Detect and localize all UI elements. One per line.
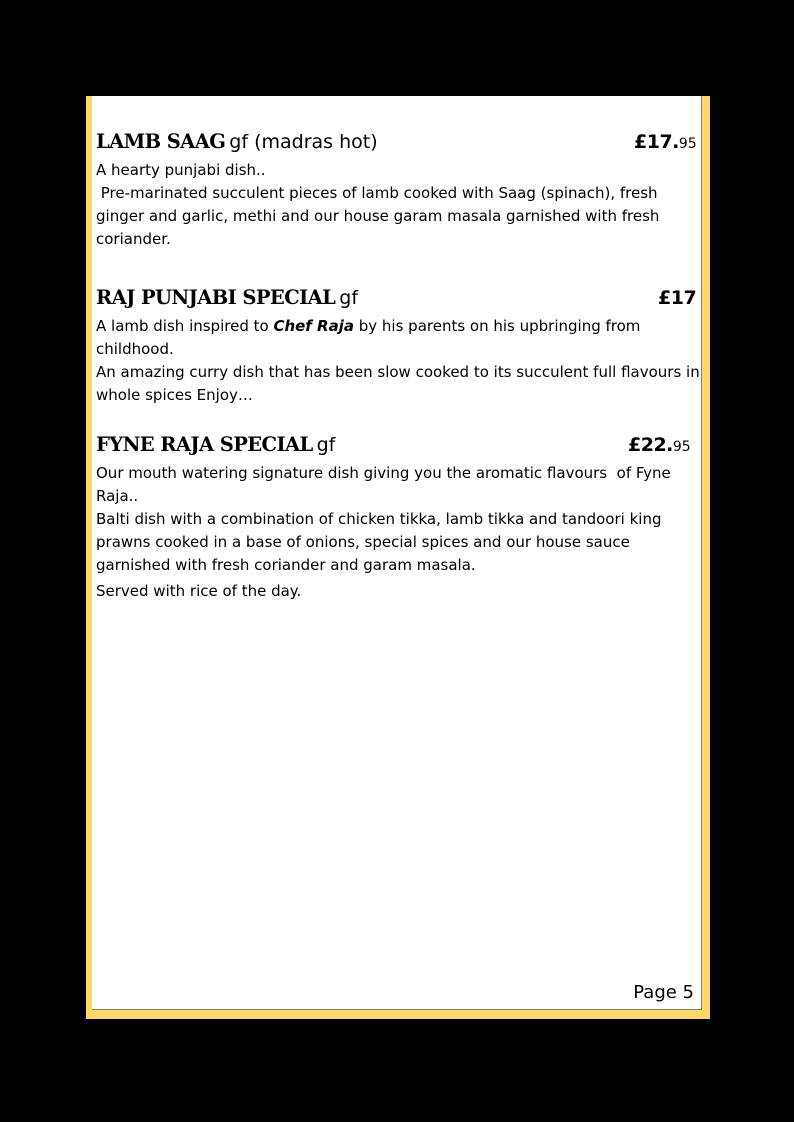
price-pence: 95 (678, 136, 697, 152)
intro-text: by his parents on his upbringing from (353, 317, 641, 335)
menu-item-raj-punjabi-special (96, 283, 700, 407)
intro-text: A lamb dish inspired to (96, 317, 274, 335)
dish-description-line: Pre-marinated succulent pieces of lamb cooked with Saag (spinach), fresh (96, 184, 658, 202)
dish-name: LAMB SAAG (96, 130, 226, 153)
dish-title-row (96, 283, 700, 313)
dish-description-line: An amazing curry dish that has been slow cooked to its succulent full flavours in (96, 363, 700, 381)
served-with-note: Served with rice of the day. (96, 582, 302, 600)
dish-tag: gf (madras hot) (229, 131, 378, 153)
dish-title-row (96, 127, 700, 157)
dish-description-line: prawns cooked in a base of onions, special spices and our house sauce (96, 533, 630, 551)
dish-description-line: Balti dish with a combination of chicken tikka, lamb tikka and tandoori king (96, 510, 662, 528)
price-main: £22. (628, 434, 673, 456)
price-main: £17 (658, 287, 697, 309)
dish-description-line: ginger and garlic, methi and our house garam masala garnished with fresh (96, 207, 660, 225)
dish-name: FYNE RAJA SPECIAL (96, 433, 313, 456)
price-main: £17. (634, 131, 679, 153)
dish-name: RAJ PUNJABI SPECIAL (96, 286, 336, 309)
dish-price (628, 430, 691, 462)
dish-description-line: Our mouth watering signature dish giving you the aromatic flavours of Fyne (96, 464, 671, 482)
chef-name: Chef Raja (273, 317, 354, 335)
dish-description-line: garnished with fresh coriander and garam masala. (96, 556, 476, 574)
dish-description-line: Raja.. (96, 487, 139, 505)
dish-tag: gf (339, 287, 359, 309)
dish-title-row (96, 430, 700, 460)
menu-item-fyne-raja-special (96, 430, 700, 603)
dish-description-line: A hearty punjabi dish.. (96, 161, 266, 179)
menu-item-lamb-saag (96, 127, 700, 251)
page-number: Page 5 (633, 982, 694, 1003)
dish-description-line (96, 315, 700, 338)
dish-price (634, 127, 697, 159)
dish-description-line: childhood. (96, 340, 174, 358)
dish-description-line: coriander. (96, 230, 171, 248)
dish-description-line: whole spices Enjoy… (96, 386, 253, 404)
dish-price (658, 283, 696, 315)
dish-tag: gf (316, 434, 336, 456)
price-pence: 95 (672, 439, 691, 455)
